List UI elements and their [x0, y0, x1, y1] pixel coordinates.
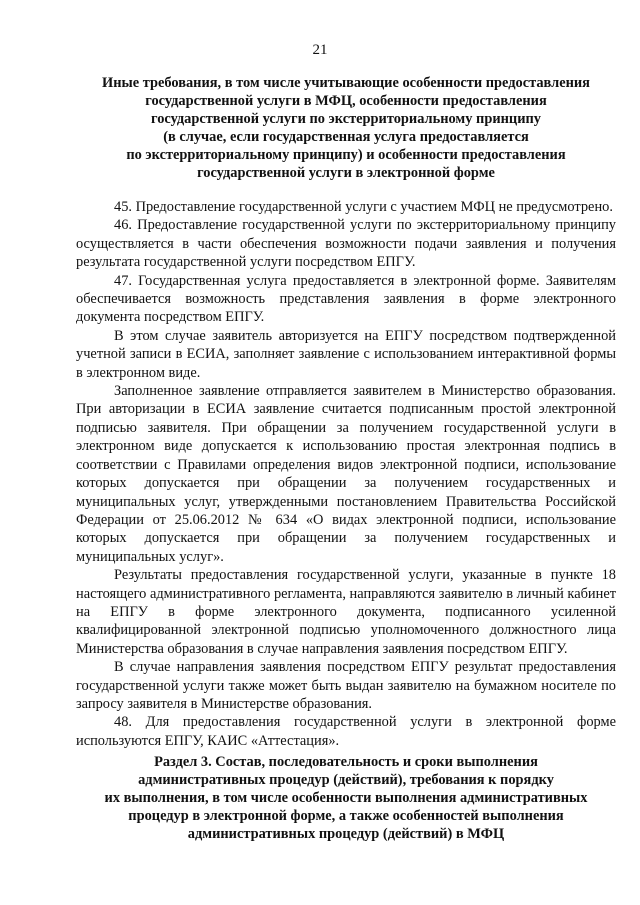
- heading-line: административных процедур (действий), требования к порядку: [138, 772, 554, 788]
- heading-line: государственной услуги по экстерриториальному принципу: [151, 111, 541, 127]
- heading-line: государственной услуги в МФЦ, особенности предоставления: [145, 93, 547, 109]
- paragraph-46: 46. Предоставление государственной услуги по экстерриториальному принципу осуществляется в части обеспечения возможности подачи заявления и получения результата государственной услуги посредством ЕПГУ.: [76, 217, 616, 271]
- heading-line: Иные требования, в том числе учитывающие особенности предоставления: [102, 75, 590, 91]
- heading-line: государственной услуги в электронной форме: [197, 165, 495, 181]
- heading-line: административных процедур (действий) в МФЦ: [187, 826, 505, 842]
- heading-line: процедур в электронной форме, а также особенностей выполнения: [128, 808, 564, 824]
- paragraph-48: 48. Для предоставления государственной услуги в электронной форме используются ЕПГУ, КАИС «Аттестация».: [76, 714, 616, 749]
- document-body: [76, 198, 616, 750]
- heading-line: Раздел 3. Состав, последовательность и сроки выполнения: [154, 754, 538, 770]
- section-heading-part-3: [76, 753, 616, 843]
- paragraph-47: 47. Государственная услуга предоставляется в электронной форме. Заявителям обеспечивается возможность представления заявления в форме электронного документа посредством ЕПГУ.: [76, 272, 616, 326]
- section-heading-other-requirements: [76, 74, 616, 182]
- paragraph-45: 45. Предоставление государственной услуги с участием МФЦ не предусмотрено.: [114, 199, 613, 215]
- paragraph-paper-result: В случае направления заявления посредством ЕПГУ результат предоставления государственной услуги также может быть выдан заявителю на бумажном носителе по запросу заявителя в Министерстве образования.: [76, 659, 616, 712]
- heading-line: (в случае, если государственная услуга предоставляется: [163, 129, 529, 145]
- heading-line: по экстерриториальному принципу) и особенности предоставления: [126, 147, 566, 163]
- heading-line: их выполнения, в том числе особенности выполнения административных: [104, 790, 588, 806]
- paragraph-esia-authorization: В этом случае заявитель авторизуется на ЕПГУ посредством подтвержденной учетной записи в ЕСИА, заполняет заявление с использованием интерактивной формы в электронном виде.: [76, 327, 616, 381]
- page-number: 21: [312, 42, 328, 58]
- paragraph-results: Результаты предоставления государственной услуги, указанные в пункте 18 настоящего административного регламента, направляются заявителю в личный кабинет на ЕПГУ в форме электронного документа, подписанного усиленной квалифицированной электронной подписью уполномоченного должностного лица Министерства образования в случае направления заявления посредством ЕПГУ.: [76, 567, 616, 657]
- paragraph-submitted-application: Заполненное заявление отправляется заявителем в Министерство образования. При авторизации в ЕСИА заявление считается подписанным простой электронной подписью заявителя. При обращении за получением государственной услуги в электронном виде допускается к использованию простая электронная подпись в соответствии с Правилами определения видов электронной подписи, использование которых допускается при обращении за получением государственных и муниципальных услуг, утвержденными постановлением Правительства Российской Федерации от 25.06.2012 № 634 «О видах электронной подписи, использование которых допускается при обращении за получением государственных и муниципальных услуг».: [76, 383, 616, 565]
